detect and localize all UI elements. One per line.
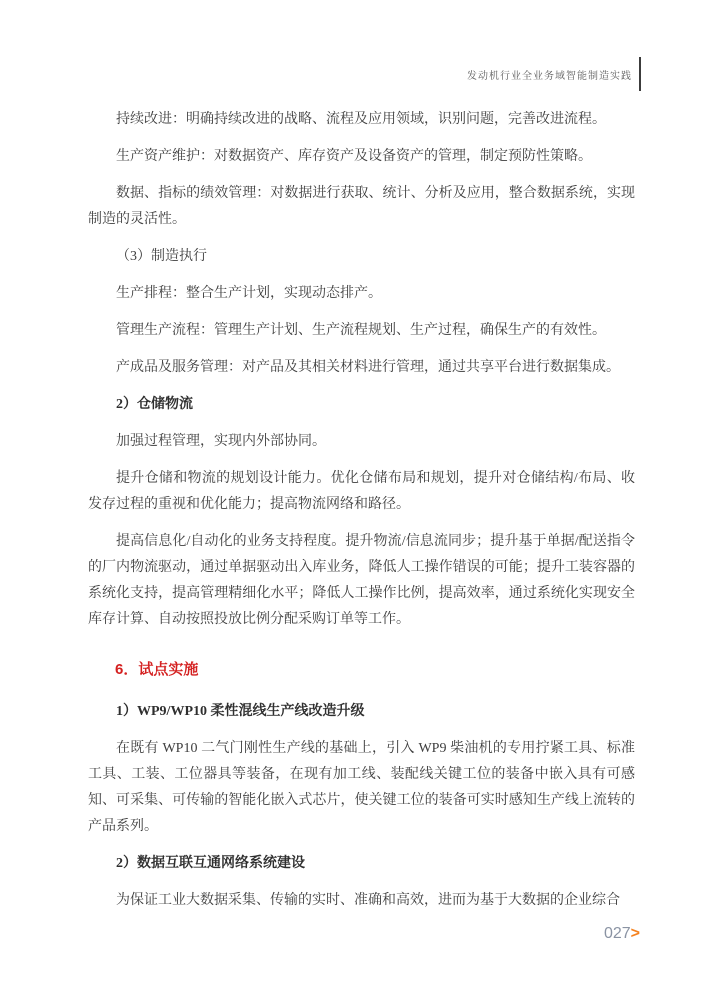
paragraph: 在既有 WP10 二气门刚性生产线的基础上，引入 WP9 柴油机的专用拧紧工具、标准工具、工装、工位器具等装备，在现有加工线、装配线关键工位的装备中嵌入具有可感知、可采集、可传输的智能化嵌入式芯片，使关键工位的装备可实时感知生产线上流转的产品系列。 bbox=[88, 741, 635, 834]
paragraph: （3）制造执行 bbox=[116, 249, 207, 264]
paragraph: 产成品及服务管理：对产品及其相关材料进行管理，通过共享平台进行数据集成。 bbox=[116, 360, 620, 375]
paragraph: 提升仓储和物流的规划设计能力。优化仓储布局和规划，提升对仓储结构/布局、收发存过程的重视和优化能力；提高物流网络和路径。 bbox=[88, 471, 635, 512]
header-divider-bar bbox=[639, 57, 641, 91]
sub-heading: 1）WP9/WP10 柔性混线生产线改造升级 bbox=[116, 704, 365, 719]
page-header bbox=[467, 56, 641, 92]
running-title: 发动机行业全业务域智能制造实践 bbox=[467, 70, 632, 82]
paragraph: 管理生产流程：管理生产计划、生产流程规划、生产过程，确保生产的有效性。 bbox=[116, 323, 606, 338]
paragraph: 生产资产维护：对数据资产、库存资产及设备资产的管理，制定预防性策略。 bbox=[116, 149, 592, 164]
sub-heading: 2）数据互联互通网络系统建设 bbox=[116, 856, 305, 871]
page-number-arrow: > bbox=[630, 925, 640, 942]
sub-heading: 2）仓储物流 bbox=[116, 397, 193, 412]
paragraph: 持续改进：明确持续改进的战略、流程及应用领域，识别问题，完善改进流程。 bbox=[116, 112, 606, 127]
section-heading: 6．试点实施 bbox=[115, 661, 199, 678]
paragraph: 生产排程：整合生产计划，实现动态排产。 bbox=[116, 286, 382, 301]
page-number: 027 bbox=[603, 925, 631, 942]
paragraph: 提高信息化/自动化的业务支持程度。提升物流/信息流同步；提升基于单据/配送指令的厂内物流驱动，通过单据驱动出入库业务，降低人工操作错误的可能；提升工装容器的系统化支持，提高管理精细化水平；降低人工操作比例，提高效率，通过系统化实现安全库存计算、自动按照投放比例分配采购订单等工作。 bbox=[88, 534, 635, 627]
page-body bbox=[88, 107, 635, 925]
paragraph: 为保证工业大数据采集、传输的实时、准确和高效，进而为基于大数据的企业综合 bbox=[116, 893, 620, 908]
paragraph: 数据、指标的绩效管理：对数据进行获取、统计、分析及应用，整合数据系统，实现制造的灵活性。 bbox=[88, 186, 635, 227]
page-footer bbox=[604, 926, 640, 942]
paragraph: 加强过程管理，实现内外部协同。 bbox=[116, 434, 326, 449]
